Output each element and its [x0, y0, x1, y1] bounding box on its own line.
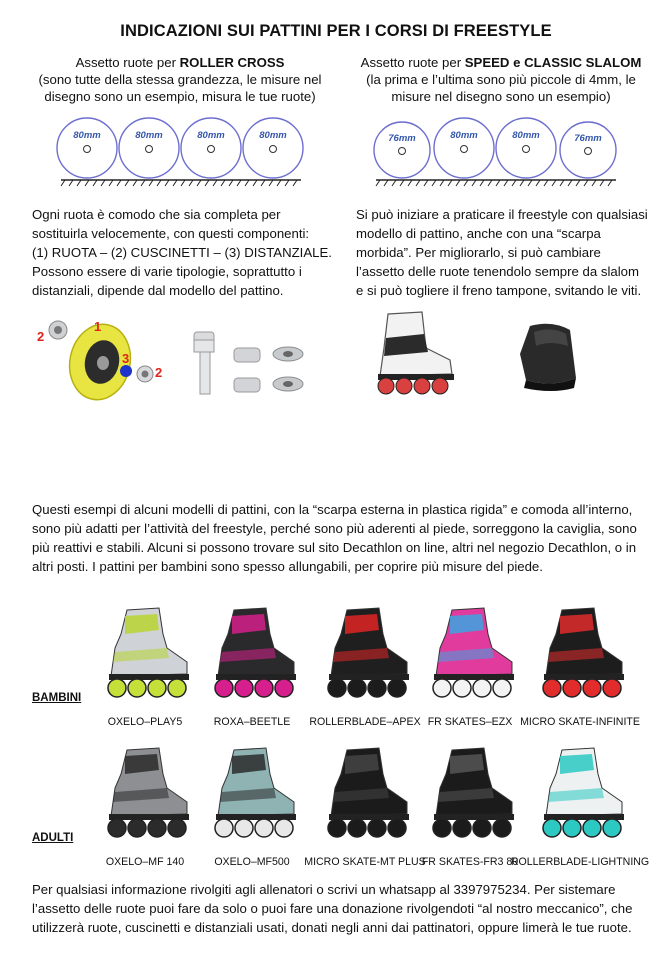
wheel-4: [560, 122, 616, 178]
adults-model-name: MICRO SKATE-MT PLUS: [304, 856, 426, 868]
roller-cross-caption: Assetto ruote per ROLLER CROSS (sono tutte della stessa grandezza, le misure nel disegno sono un esempio, misura le tue ruote): [38, 55, 322, 104]
long-spacer-icon: [194, 332, 214, 394]
heel-brake-illustration: [512, 318, 592, 394]
kids-model-name: ROXA–BEETLE: [213, 716, 291, 728]
ground-line: [376, 180, 616, 186]
kids-model-name: OXELO–PLAY5: [107, 716, 183, 728]
rigid-boot-paragraph: Questi esempi di alcuni modelli di pattini, con la “scarpa esterna in plastica rigida” e comoda all’interno, sono più adatti per l’attività del freestyle, perché sono più aderenti al piede, sorreggono la caviglia, sono più reattivi e stabili. Alcuni si possono trovare sul sito Decathlon on line, altri nel negozio Decathlon, o in altri posti. I pattini per bambini sono spesso allungabili, per coprire più misure del piede.: [32, 502, 637, 574]
part-label-3: 3: [122, 351, 130, 366]
kids-model-name: FR SKATES–EZX: [427, 716, 513, 728]
adults-category-label: ADULTI: [32, 832, 74, 844]
wheel-2: [434, 118, 494, 178]
wheel-size-label: 80mm: [259, 130, 287, 141]
kids-skate-image: [317, 604, 413, 700]
adults-model-name: OXELO–MF 140: [105, 856, 185, 868]
roller-cross-label: ROLLER CROSS: [179, 55, 285, 70]
kids-skate-image: [532, 604, 628, 700]
kids-skate-image: [204, 604, 300, 700]
any-skate-paragraph: Si può iniziare a praticare il freestyle con qualsiasi modello di pattino, anche con una “scarpa morbida”. Per migliorarlo, si può cambiare l’assetto delle ruote tenendolo sempre da slalom e si può togliere il freno tampone, svitando le viti.: [356, 207, 648, 298]
adults-skate-image: [317, 744, 413, 840]
spacer-icon: [120, 365, 132, 377]
wheel-4: [243, 118, 303, 178]
wheel-3: [181, 118, 241, 178]
kids-skate-image: [97, 604, 193, 700]
soft-boot-skate-illustration: [366, 308, 458, 396]
adults-skate-image: [97, 744, 193, 840]
adults-skate-image: [422, 744, 518, 840]
wheel-size-label: 80mm: [73, 130, 101, 141]
contact-paragraph: Per qualsiasi informazione rivolgiti agli allenatori o scrivi un whatsapp al 3397975234. Per sistemare l’assetto delle ruote puoi fare da solo o puoi fare una donazione rivolgendoti “al nostro meccanico”, che utilizzerà ruote, cuscinetti e distanziali usati, donati negli anni dai pattinatori, oppure limerà le tue ruote.: [32, 882, 633, 935]
wheel-components-paragraph: Ogni ruota è comodo che sia completa per sostituirla velocemente, con questi componenti: (1) RUOTA – (2) CUSCINETTI – (3) DISTANZIALE. Possono essere di varie tipologie, soprattutto i distanziali, dipende dal modello del pattino.: [32, 207, 332, 298]
adults-model-name: OXELO–MF500: [214, 856, 290, 868]
ground-line: [61, 180, 301, 186]
adults-skate-image: [532, 744, 628, 840]
wheel-1: [374, 122, 430, 178]
slalom-wheel-diagram: [370, 116, 620, 188]
part-label-1: 1: [94, 319, 102, 334]
spacers-illustration: [178, 326, 318, 404]
wheel-size-label: 76mm: [388, 133, 416, 144]
kids-category-label: BAMBINI: [32, 692, 82, 704]
wheel-3: [496, 118, 556, 178]
adults-model-name: ROLLERBLADE-LIGHTNING: [510, 856, 650, 868]
wheel-size-label: 76mm: [574, 133, 602, 144]
bearing-right-icon: [137, 366, 153, 382]
wheel-2: [119, 118, 179, 178]
part-label-2b: 2: [155, 365, 163, 380]
wheel-parts-illustration: [36, 312, 166, 404]
wheel-size-label: 80mm: [135, 130, 163, 141]
roller-cross-wheel-diagram: [55, 116, 305, 188]
part-label-2: 2: [37, 329, 45, 344]
flanged-spacer-icon: [273, 347, 303, 391]
wheel-size-label: 80mm: [450, 130, 478, 141]
kids-skate-image: [422, 604, 518, 700]
adults-skate-image: [204, 744, 300, 840]
wheel-1: [57, 118, 117, 178]
bearing-left-icon: [49, 321, 67, 339]
page-title: INDICAZIONI SUI PATTINI PER I CORSI DI FREESTYLE: [120, 22, 552, 40]
short-spacer-icon: [234, 348, 260, 392]
kids-model-name: ROLLERBLADE–APEX: [309, 716, 421, 728]
adults-model-name: FR SKATES-FR3 80: [421, 856, 519, 868]
wheel-size-label: 80mm: [197, 130, 225, 141]
wheel-size-label: 80mm: [512, 130, 540, 141]
kids-model-name: MICRO SKATE-INFINITE: [520, 716, 640, 728]
slalom-label: SPEED e CLASSIC SLALOM: [464, 55, 642, 70]
slalom-caption: Assetto ruote per SPEED e CLASSIC SLALOM (la prima e l’ultima sono più piccole di 4mm, le misure nel disegno sono un esempio): [360, 55, 642, 104]
